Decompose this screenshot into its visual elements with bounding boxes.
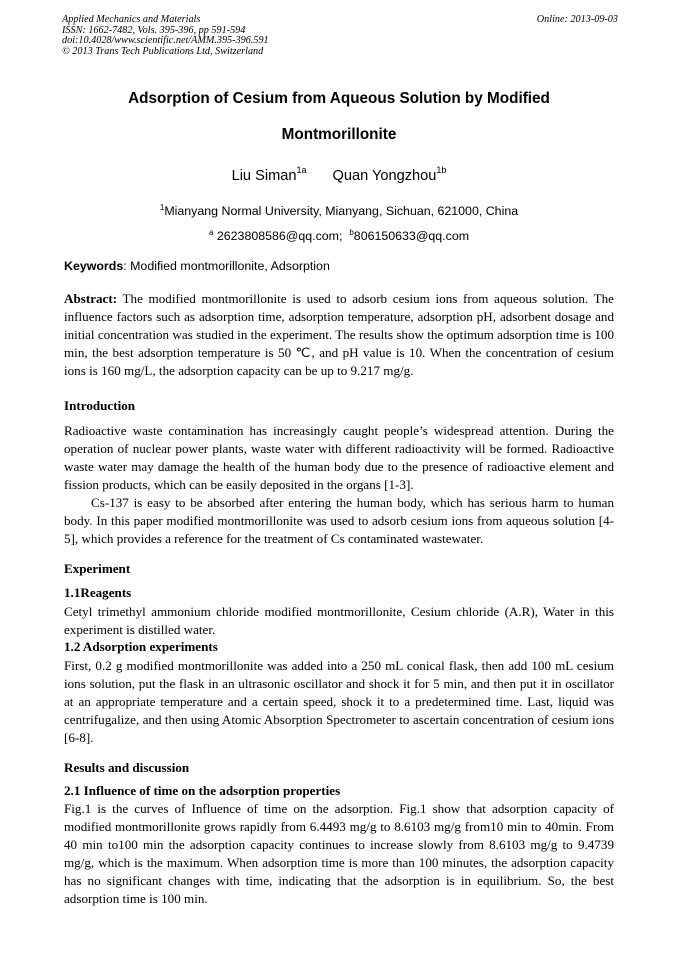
author-superscript: 1a (296, 165, 307, 175)
keywords (64, 259, 330, 273)
results-heading: Results and discussion (64, 760, 190, 775)
author-emails (60, 228, 618, 243)
abstract (64, 290, 614, 380)
affiliation-superscript: 1 (159, 203, 165, 212)
introduction-body (64, 422, 614, 548)
abstract-label: Abstract: (64, 291, 118, 306)
email-a-superscript: a (208, 228, 214, 237)
affiliation (60, 203, 618, 218)
email-b-superscript: b (349, 228, 354, 237)
introduction-paragraph-2: Cs-137 is easy to be absorbed after entering the human body, which has serious harm to human body. In this paper modified montmorillonite was used to adsorb cesium ions from aqueous solution [4-5], which provides a reference for the treatment of Cs contaminated wastewater. (64, 495, 614, 546)
abstract-text: The modified montmorillonite is used to adsorb cesium ions from aqueous solution. The influence factors such as adsorption time, adsorption temperature, adsorption pH, adsorbent dosage and initial concentration was studied in the experiment. The results show the optimum adsorption time is 100 min, the best adsorption temperature is 50 ℃, and pH value is 10. When the concentration of cesium ions is 160 mg/L, the adsorption capacity can be up to 9.217 mg/g. (64, 291, 614, 378)
reagents-text: Cetyl trimethyl ammonium chloride modified montmorillonite, Cesium chloride (A.R), Water in this experiment is distilled water. (64, 604, 614, 637)
paper-title-line-2: Montmorillonite (281, 126, 397, 143)
author-name: Liu Siman (231, 167, 297, 184)
introduction-paragraph-1: Radioactive waste contamination has increasingly caught people’s widespread attention. During the operation of nuclear power plants, waste water with different radioactivity will be formed. Radioactive waste water may damage the health of the human body due to the presence of radioactive element and fission products, which can be easily deposited in the organs [1-3]. (64, 423, 614, 492)
keywords-text: : Modified montmorillonite, Adsorption (123, 259, 330, 273)
email-b: 806150633@qq.com (353, 229, 470, 244)
affiliation-text: Mianyang Normal University, Mianyang, Sichuan, 621000, China (164, 204, 519, 219)
keywords-label: Keywords (64, 259, 124, 273)
reagents-heading: 1.1Reagents (64, 585, 132, 600)
adsorption-experiments-text: First, 0.2 g modified montmorillonite was added into a 250 mL conical flask, then add 100 mL cesium ions solution, put the flask in an ultrasonic oscillator and shock it for 5 min, and then put it in oscillator at an appropriate temperature and a certain speed, shock it to a predetermined time. Last, liquid was centrifugalize, and then using Atomic Absorption Spectrometer to ascertain concentration of cesium ions [6-8]. (64, 658, 614, 745)
time-influence-text: Fig.1 is the curves of Influence of time on the adsorption. Fig.1 show that adsorption capacity of modified montmorillonite grows rapidly from 6.4493 mg/g to 8.6103 mg/g from10 min to 40min. From 40 min to100 min the adsorption capacity continues to increase slowly from 8.6103 mg/g to 9.4739 mg/g, which is the maximum. When adsorption time is more than 100 minutes, the adsorption capacity has no significant changes with time, indicating that the adsorption is in equilibrium. So, the best adsorption time is 100 min. (64, 801, 614, 906)
paper-title-line-1: Adsorption of Cesium from Aqueous Solution by Modified (128, 90, 550, 107)
email-a: 2623808586@qq.com; (216, 229, 343, 244)
journal-name: Applied Mechanics and Materials (62, 14, 201, 25)
author-name: Quan Yongzhou (332, 167, 437, 184)
adsorption-experiments-heading: 1.2 Adsorption experiments (64, 639, 218, 654)
time-influence-heading: 2.1 Influence of time on the adsorption properties (64, 783, 341, 798)
author-superscript: 1b (436, 165, 447, 175)
doi-line: doi:10.4028/www.scientific.net/AMM.395-396.591 (62, 35, 269, 47)
introduction-heading: Introduction (64, 398, 136, 413)
journal-header (62, 15, 618, 57)
experiment-heading: Experiment (64, 561, 131, 576)
copyright-line: © 2013 Trans Tech Publications Ltd, Switzerland (62, 45, 264, 57)
online-date: Online: 2013-09-03 (536, 14, 618, 25)
issn-line: ISSN: 1662-7482, Vols. 395-396, pp 591-594 (62, 24, 246, 36)
author-list (60, 166, 618, 184)
